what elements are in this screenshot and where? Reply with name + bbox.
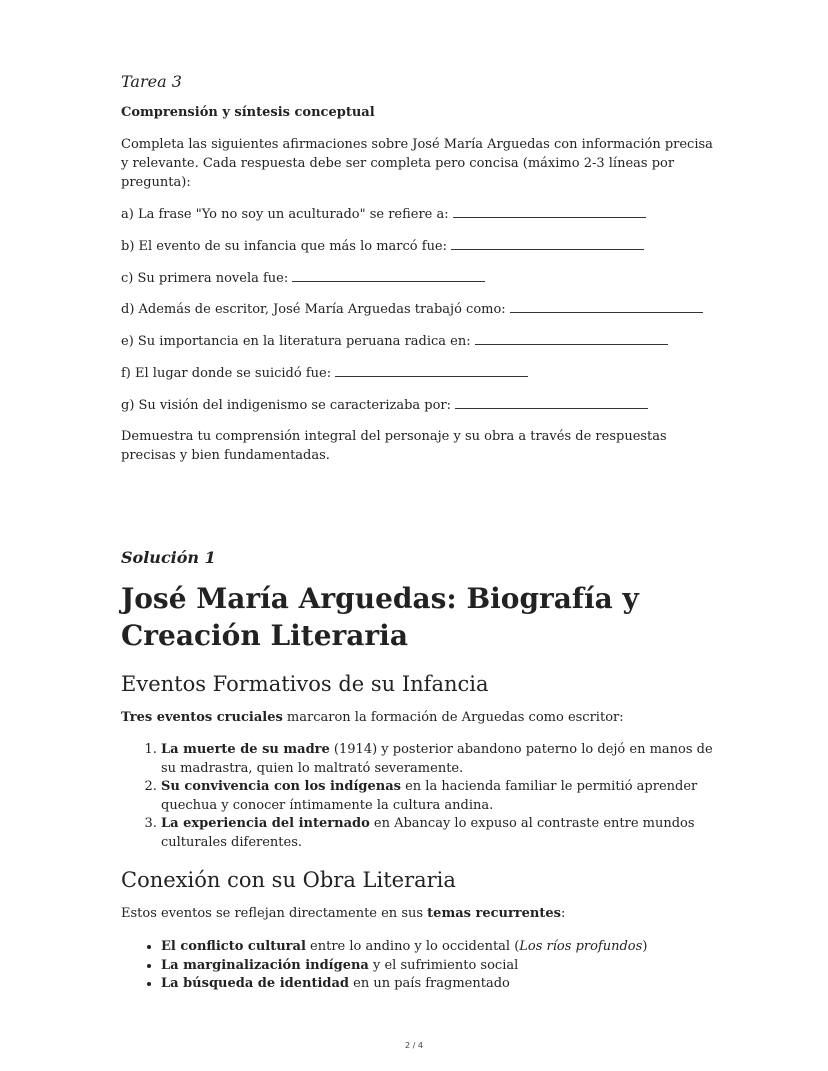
section-heading: Eventos Formativos de su Infancia xyxy=(121,672,489,696)
list-item: • La marginalización indígena y el sufrimiento social xyxy=(161,957,721,976)
page-title: José María Arguedas: Biografía y Creación Literaria xyxy=(121,582,639,652)
events-list xyxy=(121,741,721,852)
question-e: e) Su importancia en la literatura peruana radica en: xyxy=(121,332,668,349)
task-subtitle: Comprensión y síntesis conceptual xyxy=(121,105,375,120)
question-c: c) Su primera novela fue: xyxy=(121,269,485,286)
answer-blank xyxy=(292,269,485,282)
themes-list xyxy=(121,938,721,994)
answer-blank xyxy=(455,396,648,409)
answer-blank xyxy=(335,364,528,377)
answer-blank xyxy=(510,300,703,313)
section-heading: Conexión con su Obra Literaria xyxy=(121,868,456,892)
list-item: 2. Su convivencia con los indígenas en la hacienda familiar le permitió aprender quechua y conocer íntimamente la cultura andina. xyxy=(161,778,721,815)
task-title: Tarea 3 xyxy=(121,72,182,91)
answer-blank xyxy=(475,332,668,345)
list-item: 1. La muerte de su madre (1914) y posterior abandono paterno lo dejó en manos de su madrastra, quien lo maltrató severamente. xyxy=(161,741,721,778)
task-intro: Completa las siguientes afirmaciones sobre José María Arguedas con información precisa y relevante. Cada respuesta debe ser completa pero concisa (máximo 2-3 líneas por pregunta): xyxy=(121,137,713,190)
section-lead: Estos eventos se reflejan directamente en sus temas recurrentes: xyxy=(121,906,566,921)
question-a: a) La frase "Yo no soy un aculturado" se refiere a: xyxy=(121,205,646,222)
question-f: f) El lugar donde se suicidó fue: xyxy=(121,364,528,381)
answer-blank xyxy=(451,237,644,250)
list-item: • La búsqueda de identidad en un país fragmentado xyxy=(161,975,721,994)
solution-label: Solución 1 xyxy=(121,548,216,567)
section-lead: Tres eventos cruciales marcaron la formación de Arguedas como escritor: xyxy=(121,710,624,725)
answer-blank xyxy=(453,205,646,218)
task-outro: Demuestra tu comprensión integral del personaje y su obra a través de respuestas precisas y bien fundamentadas. xyxy=(121,429,667,463)
page-number: 2 / 4 xyxy=(405,1041,423,1050)
question-b: b) El evento de su infancia que más lo marcó fue: xyxy=(121,237,644,254)
list-item: 3. La experiencia del internado en Abancay lo expuso al contraste entre mundos culturales diferentes. xyxy=(161,815,721,852)
question-d: d) Además de escritor, José María Arguedas trabajó como: xyxy=(121,300,703,317)
list-item: • El conflicto cultural entre lo andino y lo occidental (Los ríos profundos) xyxy=(161,938,721,957)
question-g: g) Su visión del indigenismo se caracterizaba por: xyxy=(121,396,648,413)
